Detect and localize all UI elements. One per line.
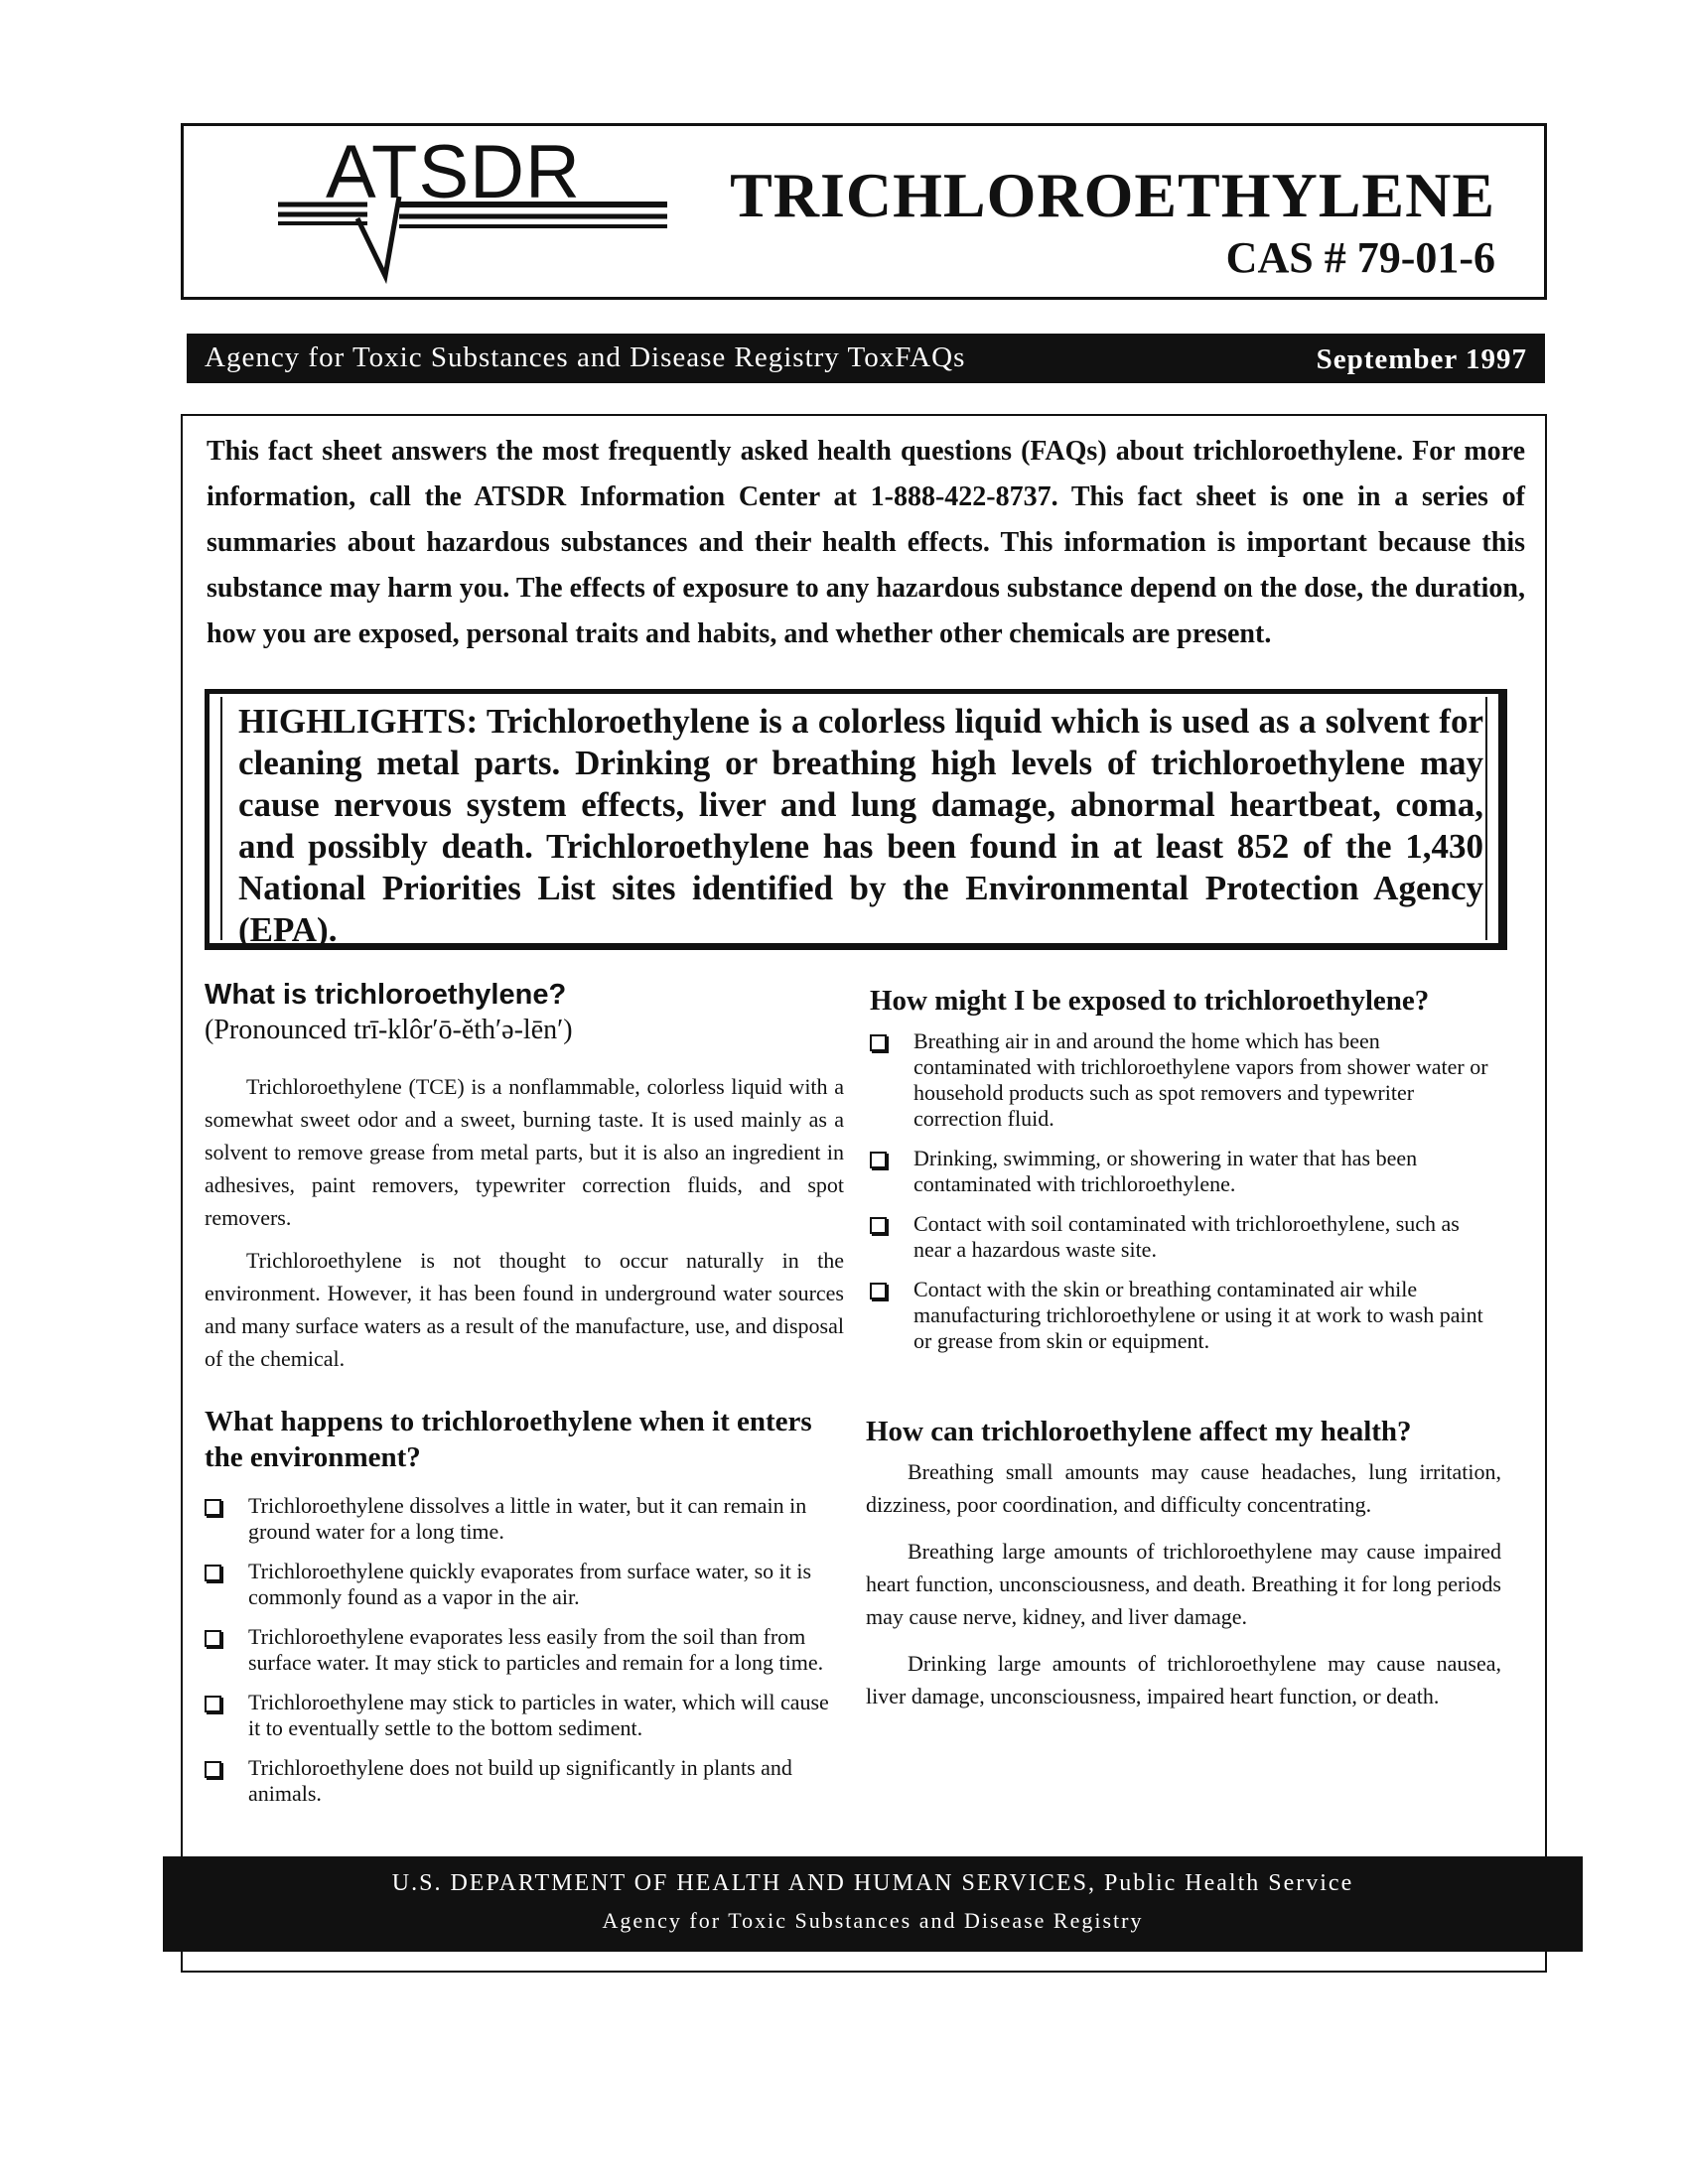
checkbox-bullet-icon bbox=[205, 1499, 221, 1516]
list-item: Breathing air in and around the home which has been contaminated with trichloroethylene vapors from shower water or household products such as spot removers and typewriter correction fluid. bbox=[870, 1028, 1497, 1132]
section-health bbox=[866, 1414, 1501, 1722]
exposure-heading: How might I be exposed to trichloroethylene? bbox=[870, 985, 1430, 1017]
environment-heading: What happens to trichloroethylene when it enters the environment? bbox=[205, 1406, 812, 1473]
list-item: Contact with the skin or breathing contaminated air while manufacturing trichloroethylene or using it at work to wash paint or grease from skin or equipment. bbox=[870, 1277, 1497, 1354]
list-item: Trichloroethylene does not build up significantly in plants and animals. bbox=[205, 1755, 832, 1807]
list-item: Drinking, swimming, or showering in water that has been contaminated with trichloroethylene. bbox=[870, 1146, 1497, 1197]
highlights-label: HIGHLIGHTS: bbox=[238, 702, 479, 741]
list-item: Trichloroethylene evaporates less easily from the soil than from surface water. It may stick to particles and remain for a long time. bbox=[205, 1624, 832, 1676]
section-what-is bbox=[205, 977, 844, 1385]
logo-text: ATSDR bbox=[326, 130, 581, 214]
cas-number: CAS # 79-01-6 bbox=[1225, 233, 1495, 282]
list-item: Trichloroethylene dissolves a little in water, but it can remain in ground water for a long time. bbox=[205, 1493, 832, 1545]
section-environment bbox=[205, 1404, 832, 1821]
document-title: TRICHLOROETHYLENE bbox=[730, 160, 1495, 230]
checkbox-bullet-icon bbox=[205, 1630, 221, 1647]
agency-name: Agency for Toxic Substances and Disease Registry ToxFAQs bbox=[205, 341, 966, 373]
checkbox-bullet-icon bbox=[205, 1761, 221, 1778]
list-item: Contact with soil contaminated with trichloroethylene, such as near a hazardous waste site. bbox=[870, 1211, 1497, 1263]
footer-bar bbox=[163, 1856, 1583, 1952]
agency-bar bbox=[187, 334, 1545, 383]
intro-paragraph: This fact sheet answers the most frequently asked health questions (FAQs) about trichloroethylene. For more information, call the ATSDR Information Center at 1-888-422-8737. This fact sheet is one in a series of summaries about hazardous substances and their health effects. This information is important because this substance may harm you. The effects of exposure to any hazardous substance depend on the dose, the duration, how you are exposed, personal traits and habits, and whether other chemicals are present. bbox=[207, 436, 1525, 649]
footer-agency: Agency for Toxic Substances and Disease Registry bbox=[602, 1908, 1144, 1933]
checkbox-bullet-icon bbox=[870, 1217, 887, 1234]
publication-date: September 1997 bbox=[1316, 343, 1527, 375]
health-paragraph: Breathing large amounts of trichloroethylene may cause impaired heart function, unconsciousness, and death. Breathing it for long periods may cause nerve, kidney, and liver damage. bbox=[866, 1539, 1501, 1629]
what-is-paragraph: Trichloroethylene (TCE) is a nonflammable, colorless liquid with a somewhat sweet odor and a sweet, burning taste. It is used mainly as a solvent to remove grease from metal parts, but it is also an ingredient in adhesives, paint removers, typewriter correction fluids, and spot removers. bbox=[205, 1074, 844, 1230]
footer-department: U.S. DEPARTMENT OF HEALTH AND HUMAN SERVICES, Public Health Service bbox=[391, 1870, 1354, 1896]
checkbox-bullet-icon bbox=[205, 1696, 221, 1712]
checkbox-bullet-icon bbox=[870, 1152, 887, 1168]
what-is-heading: What is trichloroethylene? bbox=[205, 979, 567, 1011]
section-exposure bbox=[870, 983, 1497, 1368]
pronunciation: (Pronounced trī-klôr′ō-ĕth′ə-lēn′) bbox=[205, 1015, 573, 1045]
highlights-body: Trichloroethylene is a colorless liquid which is used as a solvent for cleaning metal parts. Drinking or breathing high levels of trichloroethylene may cause nervous system effects, liver and lung damage, abnormal heartbeat, coma, and possibly death. Trichloroethylene has been found in at least 852 of the 1,430 National Priorities List sites identified by the Environmental Protection Agency (EPA). bbox=[238, 702, 1483, 949]
atsdr-logo bbox=[268, 127, 675, 296]
checkbox-bullet-icon bbox=[870, 1034, 887, 1051]
health-paragraph: Breathing small amounts may cause headaches, lung irritation, dizziness, poor coordination, and difficulty concentrating. bbox=[866, 1459, 1501, 1517]
list-item: Trichloroethylene may stick to particles in water, which will cause it to eventually settle to the bottom sediment. bbox=[205, 1690, 832, 1741]
checkbox-bullet-icon bbox=[870, 1283, 887, 1299]
what-is-paragraph: Trichloroethylene is not thought to occur naturally in the environment. However, it has been found in underground water sources and many surface waters as a result of the manufacture, use, and disposal of the chemical. bbox=[205, 1248, 844, 1371]
health-paragraph: Drinking large amounts of trichloroethylene may cause nausea, liver damage, unconsciousness, impaired heart function, or death. bbox=[866, 1651, 1501, 1708]
health-heading: How can trichloroethylene affect my health? bbox=[866, 1416, 1412, 1447]
list-item: Trichloroethylene quickly evaporates from surface water, so it is commonly found as a vapor in the air. bbox=[205, 1559, 832, 1610]
checkbox-bullet-icon bbox=[205, 1565, 221, 1581]
highlights-text bbox=[238, 701, 1483, 951]
